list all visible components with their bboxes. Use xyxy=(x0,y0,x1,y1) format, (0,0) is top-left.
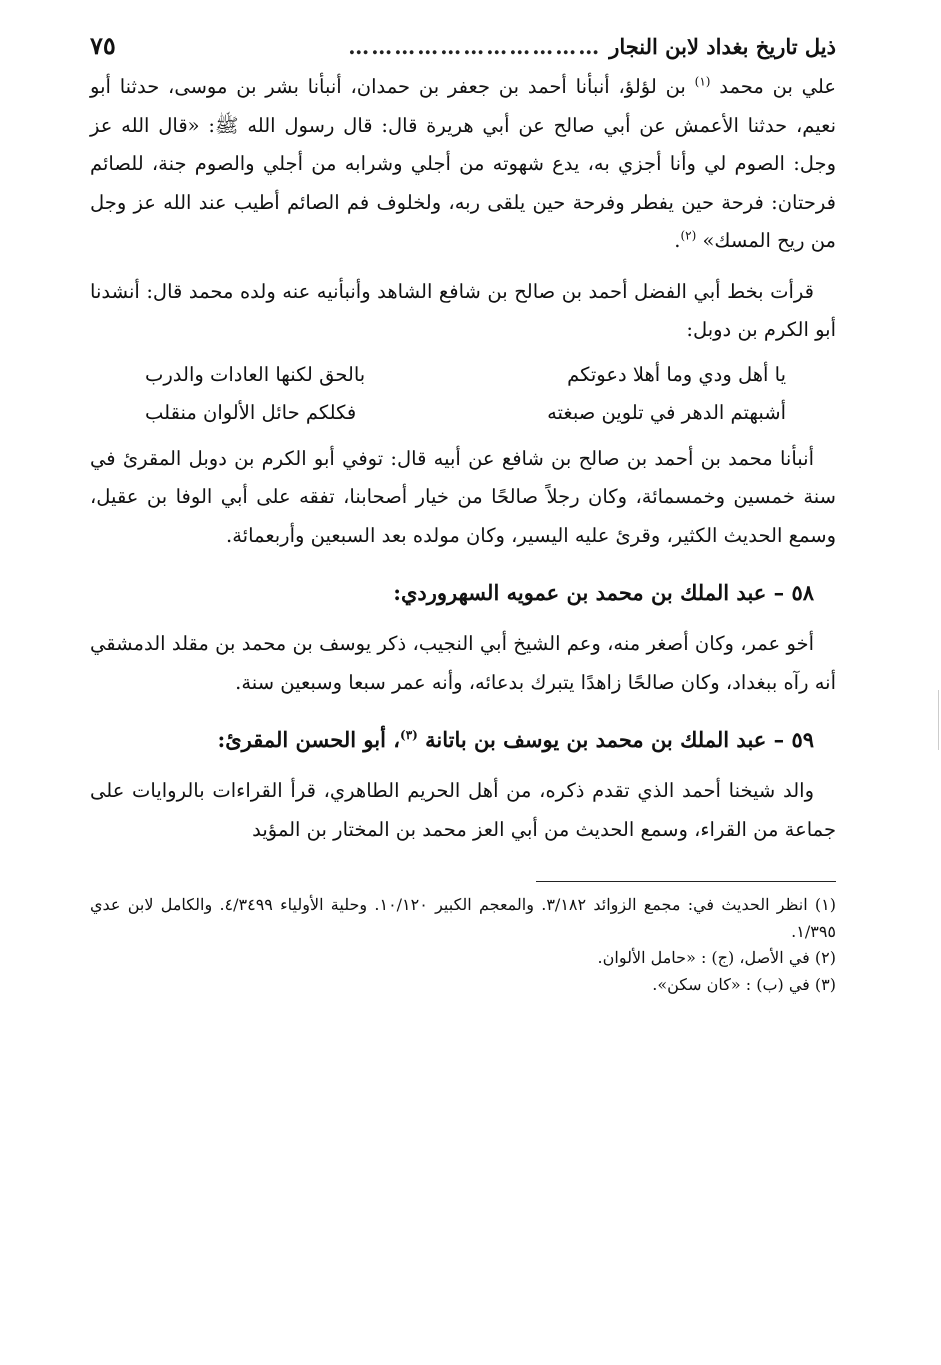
poem-hemistich-first: أشبهتم الدهر في تلوين صبغته xyxy=(547,400,786,424)
poem-hemistich-second: بالحق لكنها العادات والدرب xyxy=(145,362,366,386)
running-header xyxy=(90,28,836,68)
footnote-2: (٢) في الأصل، (ج) : «حامل الألوان. xyxy=(597,948,836,967)
entry-heading-text: ، أبو الحسن المقرئ: xyxy=(217,727,400,752)
paragraph-poem-intro: قرأت بخط أبي الفضل أحمد بن صالح بن شافع الشاهد وأنبأنيه عنه ولده محمد قال: أنشدنا أبو الكرم بن دوبل: xyxy=(90,279,836,341)
page-number: ٧٥ xyxy=(90,31,116,60)
paragraph-entry-59: والد شيخنا أحمد الذي تقدم ذكره، من أهل الحريم الطاهري، قرأ القراءات بالروايات على جماعة من القراء، وسمع الحديث من أبي العز محمد بن المختار بن المؤيد xyxy=(90,779,836,841)
entry-heading-text: ٥٩ – عبد الملك بن محمد بن يوسف بن باتانة xyxy=(425,727,814,752)
paragraph-entry-58: أخو عمر، وكان أصغر منه، وعم الشيخ أبي النجيب، ذكر يوسف بن محمد بن مقلد الدمشقي أنه رآه ببغداد، وكان صالحًا زاهدًا يتبرك بدعائه، وأنه عمر سبعا وسبعين سنة. xyxy=(90,632,836,694)
poem-hemistich-first: يا أهل ودي وما أهلا دعوتكم xyxy=(567,362,786,386)
footnote-marker: (٢) xyxy=(680,228,697,243)
scan-edge-mark xyxy=(938,690,939,750)
entry-heading-59 xyxy=(90,720,836,760)
book-title: ذيل تاريخ بغداد لابن النجار xyxy=(609,34,836,59)
footnotes xyxy=(90,892,836,998)
header-dot-leader: …………………………… xyxy=(348,34,602,59)
paragraph-text: علي بن محمد xyxy=(719,75,836,98)
footnote-marker: (٣) xyxy=(400,728,418,742)
footnote-3: (٣) في (ب) : «كان سكن». xyxy=(652,974,836,994)
poem xyxy=(90,356,836,432)
paragraph-hadith xyxy=(90,68,836,261)
poem-hemistich-second: فكلكم حائل الألوان منقلب xyxy=(145,400,357,424)
paragraph-biography: أنبأنا محمد بن أحمد بن صالح بن شافع عن أبيه قال: توفي أبو الكرم بن دوبل المقرئ في سنة خمسين وخمسمائة، وكان رجلاً صالحًا من خيار أصحابنا، تفقه على أبي الوفا بن عقيل، وسمع الحديث الكثير، وقرئ عليه اليسير، وكان مولده بعد السبعين وأربعمائة. xyxy=(90,446,836,547)
poem-line xyxy=(90,394,836,432)
paragraph-text: بن لؤلؤ، أنبأنا أحمد بن جعفر بن حمدان، أنبأنا بشر بن موسى، حدثنا أبو نعيم، حدثنا الأعمش عن أبي صالح عن أبي هريرة قال: قال رسول الله ﷺ: «قال الله عز وجل: الصوم لي وأنا أجزي به، يدع شهوته من أجلي وشرابه من أجلي والصوم جنة، للصائم فرحتان: فرحة حين يفطر وفرحة حين يلقى ربه، ولخلوف فم الصائم أطيب عند الله عز وجل من ريح المسك» xyxy=(90,75,836,252)
footnote-marker: (١) xyxy=(694,74,711,89)
footnote-1: (١) انظر الحديث في: مجمع الزوائد ٣/١٨٢. والمعجم الكبير ١٠/١٢٠. وحلية الأولياء ٤/٣٤٩٩. والكامل لابن عدي ١/٣٩٥. xyxy=(90,895,836,941)
paragraph-end: . xyxy=(674,229,681,252)
footnote-divider xyxy=(536,881,836,882)
document-page xyxy=(90,28,836,998)
entry-heading-58: ٥٨ – عبد الملك بن محمد بن عمويه السهروردي: xyxy=(393,580,814,605)
poem-line xyxy=(90,356,836,394)
